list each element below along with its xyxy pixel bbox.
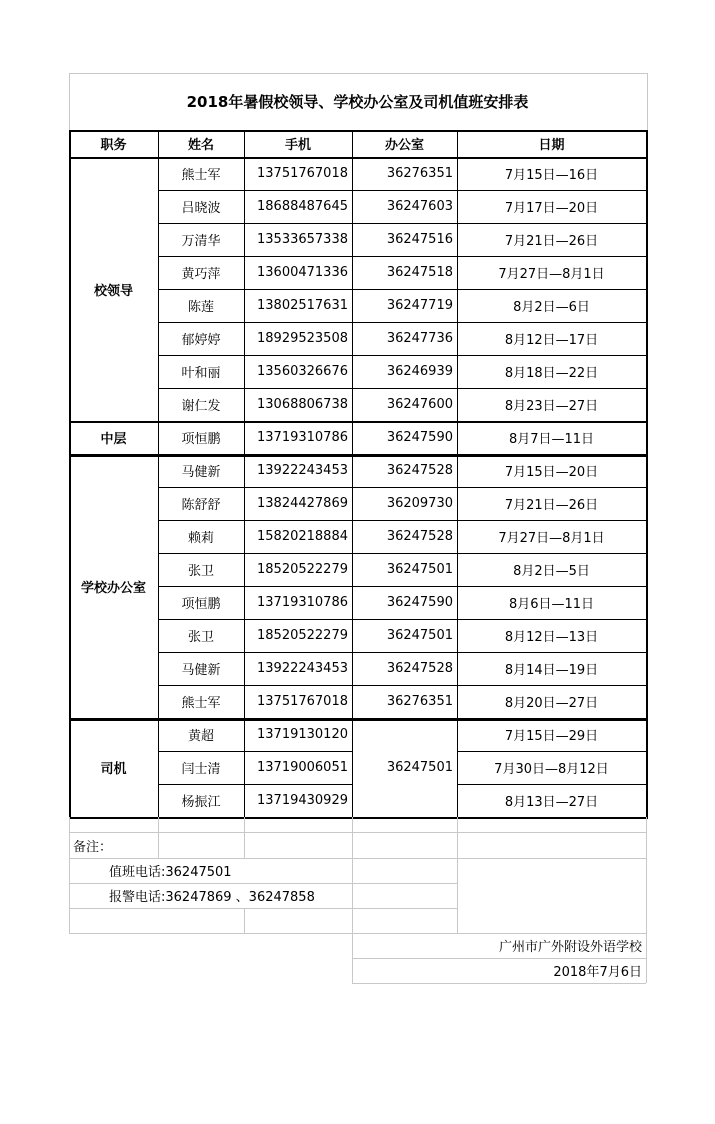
- phone-cell: 13922243453: [257, 463, 348, 478]
- date-cell: 8月6日—11日: [508, 597, 595, 612]
- name-cell: 张卫: [187, 564, 214, 579]
- table-border-line: [352, 520, 457, 521]
- phone-cell: 13824427869: [257, 496, 348, 511]
- role-cell-3: 司机: [100, 762, 127, 777]
- school-name: 广州市广外附设外语学校: [498, 940, 642, 955]
- office-cell: 36276351: [386, 694, 453, 709]
- phone-cell: 13751767018: [257, 166, 348, 181]
- date-cell: 8月2日—6日: [513, 300, 590, 315]
- table-border-line: [457, 223, 646, 224]
- phone-cell: 18929523508: [257, 331, 348, 346]
- table-border-line: [352, 619, 457, 620]
- phone-cell: 13719006051: [257, 760, 348, 775]
- table-border-line: [457, 322, 646, 323]
- name-cell: 马健新: [181, 663, 221, 678]
- grid-line: [646, 817, 647, 983]
- office-cell: 36247516: [386, 232, 453, 247]
- table-border-line: [158, 487, 352, 488]
- date-cell: 7月27日—8月1日: [498, 267, 605, 282]
- office-cell: 36247590: [386, 430, 453, 445]
- table-border-line: [352, 289, 457, 290]
- table-border-line: [457, 388, 646, 389]
- table-border-line: [158, 289, 352, 290]
- table-border-line: [457, 289, 646, 290]
- date-cell: 7月15日—20日: [504, 465, 599, 480]
- office-cell: 36246939: [386, 364, 453, 379]
- name-cell: 郁婷婷: [181, 333, 221, 348]
- grid-line: [647, 73, 648, 130]
- table-border-line: [352, 388, 457, 389]
- table-border-line: [158, 256, 352, 257]
- table-border-line: [457, 652, 646, 653]
- table-border-line: [352, 553, 457, 554]
- alarm-phone-note: 报警电话:36247869 、36247858: [109, 890, 315, 905]
- role-cell-1: 中层: [100, 432, 127, 447]
- notes-label: 备注：: [73, 839, 113, 855]
- name-cell: 赖莉: [187, 531, 214, 546]
- phone-cell: 13068806738: [257, 397, 348, 412]
- office-cell: 36247590: [386, 595, 453, 610]
- name-cell: 黄超: [187, 729, 214, 744]
- table-border-line: [158, 586, 352, 587]
- date-cell: 7月15日—16日: [504, 168, 599, 183]
- date-cell: 7月27日—8月1日: [498, 531, 605, 546]
- table-border-line: [158, 190, 352, 191]
- name-cell: 项恒鹏: [181, 597, 221, 612]
- table-border-line: [158, 553, 352, 554]
- table-border-line: [457, 355, 646, 356]
- date-cell: 7月21日—26日: [504, 498, 599, 513]
- phone-cell: 13922243453: [257, 661, 348, 676]
- date-cell: 7月17日—20日: [504, 201, 599, 216]
- page-title: 2018年暑假校领导、学校办公室及司机值班安排表: [186, 93, 529, 111]
- table-border-line: [352, 652, 457, 653]
- phone-cell: 13719130120: [257, 727, 348, 742]
- date-cell: 8月2日—5日: [513, 564, 590, 579]
- name-cell: 张卫: [187, 630, 214, 645]
- office-cell: 36247736: [386, 331, 453, 346]
- table-border-line: [352, 487, 457, 488]
- phone-cell: 18520522279: [257, 628, 348, 643]
- table-border-line: [646, 130, 648, 819]
- office-cell: 36247603: [386, 199, 453, 214]
- grid-line: [457, 817, 458, 933]
- table-border-line: [158, 784, 352, 785]
- date-cell: 7月21日—26日: [504, 234, 599, 249]
- phone-cell: 13719310786: [257, 595, 348, 610]
- office-cell-merged: 36247501: [386, 760, 453, 775]
- office-cell: 36247501: [386, 562, 453, 577]
- grid-line: [244, 817, 245, 858]
- office-cell: 36276351: [386, 166, 453, 181]
- phone-cell: 13600471336: [257, 265, 348, 280]
- table-border-line: [352, 322, 457, 323]
- table-border-line: [457, 586, 646, 587]
- name-cell: 万清华: [181, 234, 221, 249]
- office-cell: 36247501: [386, 628, 453, 643]
- table-border-line: [457, 784, 646, 785]
- table-border-line: [352, 256, 457, 257]
- role-cell-0: 校领导: [93, 283, 133, 299]
- date-cell: 7月15日—29日: [504, 729, 599, 744]
- office-cell: 36247528: [386, 661, 453, 676]
- office-cell: 36209730: [386, 496, 453, 511]
- table-border-line: [158, 520, 352, 521]
- office-cell: 36247719: [386, 298, 453, 313]
- name-cell: 项恒鹏: [181, 432, 221, 447]
- date-cell: 8月20日—27日: [504, 696, 599, 711]
- phone-cell: 13533657338: [257, 232, 348, 247]
- name-cell: 熊士军: [181, 168, 221, 183]
- phone-cell: 13719310786: [257, 430, 348, 445]
- role-cell-2: 学校办公室: [80, 580, 146, 596]
- issue-date: 2018年7月6日: [553, 965, 642, 980]
- date-cell: 8月12日—13日: [504, 630, 599, 645]
- name-cell: 闫士清: [181, 762, 221, 777]
- name-cell: 吕晓波: [181, 201, 221, 216]
- table-border-line: [69, 817, 648, 819]
- phone-cell: 13751767018: [257, 694, 348, 709]
- table-border-line: [352, 685, 457, 686]
- table-border-line: [457, 190, 646, 191]
- table-border-line: [352, 586, 457, 587]
- table-border-line: [352, 223, 457, 224]
- name-cell: 熊士军: [181, 696, 221, 711]
- date-cell: 8月18日—22日: [504, 366, 599, 381]
- table-border-line: [457, 619, 646, 620]
- header-name: 姓名: [187, 138, 214, 153]
- name-cell: 杨振江: [181, 795, 221, 810]
- table-border-line: [69, 130, 648, 132]
- table-border-line: [457, 751, 646, 752]
- name-cell: 陈莲: [187, 300, 214, 315]
- header-role: 职务: [100, 138, 127, 153]
- table-border-line: [158, 751, 352, 752]
- date-cell: 8月13日—27日: [504, 795, 599, 810]
- table-border-line: [352, 190, 457, 191]
- table-border-line: [352, 355, 457, 356]
- office-cell: 36247528: [386, 529, 453, 544]
- table-border-line: [158, 388, 352, 389]
- name-cell: 黄巧萍: [181, 267, 221, 282]
- table-border-line: [158, 130, 159, 817]
- phone-cell: 18688487645: [257, 199, 348, 214]
- phone-cell: 13719430929: [257, 793, 348, 808]
- table-border-line: [158, 355, 352, 356]
- date-cell: 8月23日—27日: [504, 399, 599, 414]
- table-border-line: [158, 652, 352, 653]
- table-border-line: [457, 553, 646, 554]
- table-border-line: [457, 487, 646, 488]
- phone-cell: 15820218884: [257, 529, 348, 544]
- table-border-line: [158, 619, 352, 620]
- name-cell: 马健新: [181, 465, 221, 480]
- date-cell: 8月12日—17日: [504, 333, 599, 348]
- phone-cell: 13802517631: [257, 298, 348, 313]
- table-border-line: [457, 256, 646, 257]
- office-cell: 36247528: [386, 463, 453, 478]
- office-cell: 36247600: [386, 397, 453, 412]
- name-cell: 叶和丽: [181, 366, 221, 381]
- table-border-line: [158, 223, 352, 224]
- table-border-line: [352, 130, 353, 817]
- office-cell: 36247518: [386, 265, 453, 280]
- table-border-line: [158, 685, 352, 686]
- name-cell: 谢仁发: [181, 399, 221, 414]
- header-phone: 手机: [284, 138, 311, 153]
- table-border-line: [244, 130, 245, 817]
- header-date: 日期: [538, 138, 565, 153]
- table-border-line: [158, 322, 352, 323]
- grid-line: [352, 983, 646, 984]
- date-cell: 7月30日—8月12日: [494, 762, 609, 777]
- table-border-line: [457, 520, 646, 521]
- grid-line: [244, 908, 245, 933]
- date-cell: 8月14日—19日: [504, 663, 599, 678]
- grid-line: [69, 908, 457, 909]
- phone-cell: 13560326676: [257, 364, 348, 379]
- name-cell: 陈舒舒: [181, 498, 221, 513]
- table-border-line: [457, 130, 458, 817]
- phone-cell: 18520522279: [257, 562, 348, 577]
- table-border-line: [69, 130, 71, 819]
- header-office: 办公室: [384, 138, 424, 153]
- table-border-line: [457, 685, 646, 686]
- duty-phone-note: 值班电话:36247501: [109, 865, 232, 880]
- date-cell: 8月7日—11日: [508, 432, 595, 447]
